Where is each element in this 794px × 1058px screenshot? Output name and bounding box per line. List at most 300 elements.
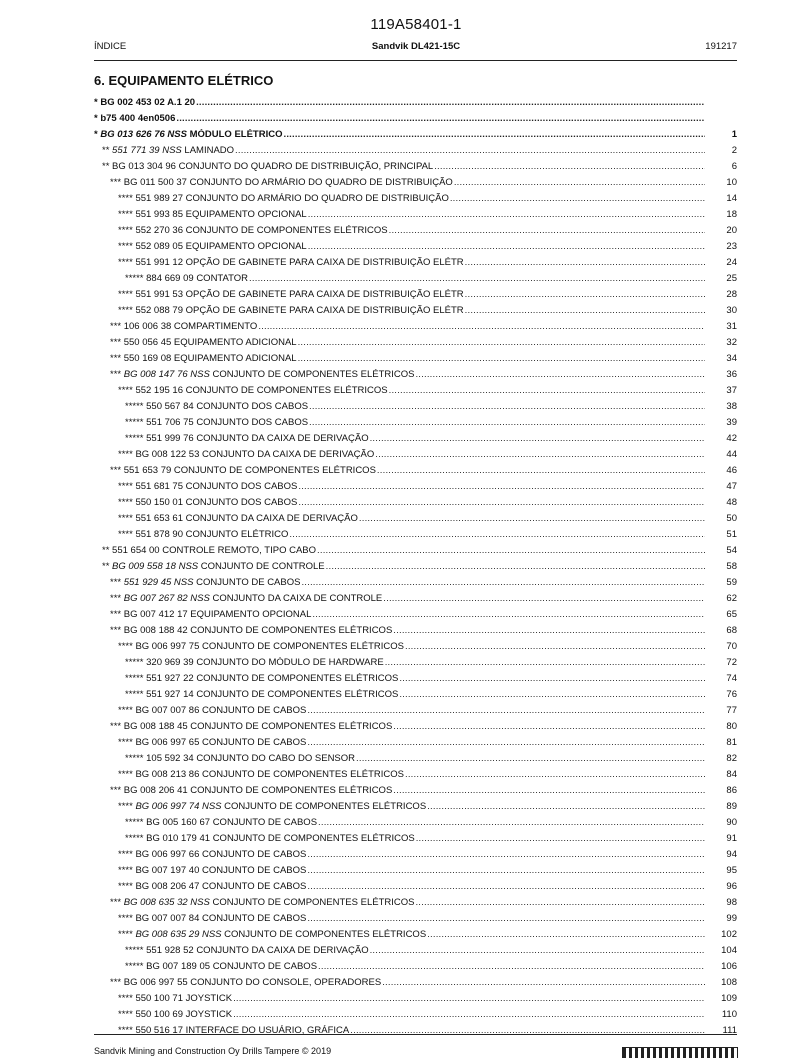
toc-entry[interactable] xyxy=(94,285,737,301)
toc-level-marker: **** xyxy=(118,881,136,892)
toc-entry[interactable] xyxy=(94,381,737,397)
toc-dot-leader xyxy=(308,241,705,253)
toc-page-number: 34 xyxy=(726,353,737,364)
toc-page-number: 2 xyxy=(731,145,737,156)
toc-dot-leader xyxy=(382,977,705,989)
toc-page-number: 39 xyxy=(726,417,737,428)
toc-dot-leader xyxy=(434,161,705,173)
toc-entry[interactable] xyxy=(94,669,737,685)
toc-entry[interactable] xyxy=(94,317,737,333)
toc-dot-leader xyxy=(370,433,705,445)
toc-part-number: BG 007 267 82 NSS xyxy=(123,593,210,604)
toc-description: CONJUNTO DA CAIXA DE DERIVAÇÃO xyxy=(202,449,375,460)
toc-description: CONJUNTO DOS CABOS xyxy=(196,401,309,412)
toc-level-marker: ***** xyxy=(125,657,147,668)
toc-description: EQUIPAMENTO ADICIONAL xyxy=(173,337,297,348)
toc-level-marker: ** xyxy=(102,561,113,572)
toc-page-number: 59 xyxy=(726,577,737,588)
toc-page-number: 72 xyxy=(726,657,737,668)
toc-entry[interactable] xyxy=(94,365,737,381)
toc-entry[interactable] xyxy=(94,973,737,989)
toc-level-marker: * xyxy=(94,113,101,124)
toc-entry[interactable] xyxy=(94,653,737,669)
toc-dot-leader xyxy=(233,993,705,1005)
toc-part-number: 552 088 79 xyxy=(135,305,183,316)
toc-level-marker: *** xyxy=(110,593,124,604)
toc-page-number: 111 xyxy=(722,1025,737,1036)
toc-page-number: 95 xyxy=(726,865,737,876)
toc-entry[interactable] xyxy=(94,909,737,925)
toc-level-marker: **** xyxy=(118,737,136,748)
toc-page-number: 10 xyxy=(726,177,737,188)
toc-entry[interactable] xyxy=(94,685,737,701)
toc-level-marker: **** xyxy=(118,289,136,300)
toc-entry[interactable] xyxy=(94,893,737,909)
toc-entry[interactable] xyxy=(94,269,737,285)
toc-description: JOYSTICK xyxy=(185,1009,233,1020)
toc-entry[interactable] xyxy=(94,781,737,797)
toc-description: CONJUNTO DE CABOS xyxy=(212,961,318,972)
toc-entry[interactable] xyxy=(94,605,737,621)
toc-entry[interactable] xyxy=(94,397,737,413)
toc-page-number: 74 xyxy=(726,673,737,684)
toc-page-number: 76 xyxy=(726,689,737,700)
toc-level-marker: **** xyxy=(118,865,136,876)
toc-dot-leader xyxy=(416,833,705,845)
toc-dot-leader xyxy=(427,929,705,941)
toc-level-marker: **** xyxy=(118,849,136,860)
toc-dot-leader xyxy=(307,737,705,749)
toc-entry[interactable] xyxy=(94,237,737,253)
toc-page-number: 94 xyxy=(726,849,737,860)
toc-dot-leader xyxy=(389,225,705,237)
toc-page-number: 91 xyxy=(726,833,737,844)
toc-page-number: 108 xyxy=(721,977,737,988)
toc-dot-leader xyxy=(375,449,705,461)
toc-page-number: 36 xyxy=(726,369,737,380)
toc-description: CONJUNTO DE CABOS xyxy=(202,849,307,860)
toc-description: CONJUNTO DE COMPONENTES ELÉTRICOS xyxy=(185,225,388,236)
toc-part-number: 550 100 71 xyxy=(135,993,183,1004)
toc-entry[interactable] xyxy=(94,717,737,733)
toc-part-number: BG 008 188 45 xyxy=(123,721,188,732)
toc-dot-leader xyxy=(307,881,705,893)
toc-description: INTERFACE DO USUÁRIO, GRÁFICA xyxy=(185,1025,350,1036)
toc-level-marker: **** xyxy=(118,705,136,716)
toc-page-number: 50 xyxy=(726,513,737,524)
toc-level-marker: *** xyxy=(110,977,124,988)
document-number: 119A58401-1 xyxy=(370,16,462,33)
toc-level-marker: *** xyxy=(110,625,124,636)
toc-description: CONJUNTO DO ARMÁRIO DO QUADRO DE DISTRIBUIÇÃO xyxy=(189,177,453,188)
toc-part-number: b75 400 4en0506 xyxy=(100,113,176,124)
toc-level-marker: **** xyxy=(118,385,136,396)
toc-description: CONJUNTO DE CABOS xyxy=(202,865,307,876)
toc-page-number: 47 xyxy=(726,481,737,492)
toc-part-number: BG 008 147 76 NSS xyxy=(123,369,210,380)
toc-description: CONJUNTO DE COMPONENTES ELÉTRICOS xyxy=(224,801,427,812)
toc-page-number: 77 xyxy=(726,705,737,716)
toc-part-number: 106 006 38 xyxy=(123,321,172,332)
toc-entry[interactable] xyxy=(94,941,737,957)
toc-description: CONJUNTO DE COMPONENTES ELÉTRICOS xyxy=(185,385,388,396)
toc-entry[interactable] xyxy=(94,765,737,781)
toc-part-number: BG 008 635 32 NSS xyxy=(123,897,210,908)
toc-dot-leader xyxy=(307,865,705,877)
toc-description: CONJUNTO DO CABO DO SENSOR xyxy=(196,753,356,764)
toc-part-number: BG 006 997 74 NSS xyxy=(135,801,222,812)
toc-entry[interactable] xyxy=(94,589,737,605)
toc-page-number: 89 xyxy=(726,801,737,812)
toc-entry[interactable] xyxy=(94,205,737,221)
toc-dot-leader xyxy=(298,481,705,493)
toc-part-number: BG 008 206 47 xyxy=(135,881,200,892)
toc-level-marker: **** xyxy=(118,529,136,540)
toc-page-number: 46 xyxy=(726,465,737,476)
toc-level-marker: *** xyxy=(110,785,124,796)
toc-description: CONJUNTO DE COMPONENTES ELÉTRICOS xyxy=(196,689,399,700)
toc-page-number: 25 xyxy=(726,273,737,284)
toc-part-number: BG 008 188 42 xyxy=(123,625,188,636)
toc-page-number: 68 xyxy=(726,625,737,636)
toc-part-number: 552 270 36 xyxy=(135,225,183,236)
toc-entry[interactable] xyxy=(94,109,737,125)
toc-part-number: 551 771 39 NSS xyxy=(112,145,182,156)
toc-level-marker: **** xyxy=(118,641,136,652)
toc-entry[interactable] xyxy=(94,797,737,813)
toc-page-number: 58 xyxy=(726,561,737,572)
toc-dot-leader xyxy=(309,417,705,429)
toc-part-number: 551 653 79 xyxy=(123,465,172,476)
toc-dot-leader xyxy=(405,769,705,781)
toc-page-number: 90 xyxy=(726,817,737,828)
toc-page-number: 70 xyxy=(726,641,737,652)
toc-entry[interactable] xyxy=(94,333,737,349)
toc-description: CONJUNTO DE COMPONENTES ELÉTRICOS xyxy=(212,369,415,380)
toc-entry[interactable] xyxy=(94,429,737,445)
toc-entry[interactable] xyxy=(94,477,737,493)
toc-description: CONJUNTO DO MÓDULO DE HARDWARE xyxy=(196,657,384,668)
toc-description: CONJUNTO DE COMPONENTES ELÉTRICOS xyxy=(212,897,415,908)
toc-dot-leader xyxy=(307,705,705,717)
toc-page-number: 42 xyxy=(726,433,737,444)
toc-entry[interactable] xyxy=(94,1005,737,1021)
toc-entry[interactable] xyxy=(94,413,737,429)
toc-description: CONJUNTO DE COMPONENTES ELÉTRICOS xyxy=(173,465,376,476)
toc-level-marker: *** xyxy=(110,321,124,332)
toc-level-marker: **** xyxy=(118,241,136,252)
toc-page-number: 28 xyxy=(726,289,737,300)
toc-entry[interactable] xyxy=(94,461,737,477)
toc-part-number: 551 999 76 xyxy=(146,433,194,444)
toc-page-number: 18 xyxy=(726,209,737,220)
toc-level-marker: ***** xyxy=(125,945,147,956)
toc-dot-leader xyxy=(283,129,705,141)
toc-dot-leader xyxy=(196,97,705,109)
toc-description: CONJUNTO DOS CABOS xyxy=(185,497,298,508)
toc-part-number: 551 929 45 NSS xyxy=(123,577,194,588)
toc-page-number: 102 xyxy=(721,929,737,940)
toc-part-number: 551 878 90 xyxy=(135,529,183,540)
footer-copyright: Sandvik Mining and Construction Oy Drills Tampere © 2019 xyxy=(94,1046,332,1056)
toc-entry[interactable] xyxy=(94,621,737,637)
toc-description: CONJUNTO DE COMPONENTES ELÉTRICOS xyxy=(202,641,404,652)
toc-entry[interactable] xyxy=(94,749,737,765)
toc-description: CONJUNTO DE COMPONENTES ELÉTRICOS xyxy=(190,785,393,796)
toc-part-number: BG 007 007 84 xyxy=(135,913,200,924)
toc-part-number: 550 100 69 xyxy=(135,1009,183,1020)
toc-description: CONJUNTO DE COMPONENTES ELÉTRICOS xyxy=(196,673,399,684)
toc-level-marker: **** xyxy=(118,993,136,1004)
toc-description: EQUIPAMENTO ADICIONAL xyxy=(173,353,297,364)
toc-dot-leader xyxy=(235,145,705,157)
toc-description: CONTATOR xyxy=(196,273,249,284)
toc-dot-leader xyxy=(359,513,705,525)
toc-page-number: 109 xyxy=(721,993,737,1004)
toc-page-number: 51 xyxy=(726,529,737,540)
toc-entry[interactable] xyxy=(94,813,737,829)
toc-dot-leader xyxy=(301,577,705,589)
toc-page-number: 54 xyxy=(726,545,737,556)
toc-level-marker: **** xyxy=(118,193,136,204)
toc-level-marker: * xyxy=(94,129,101,140)
toc-dot-leader xyxy=(307,849,705,861)
toc-dot-leader xyxy=(389,385,705,397)
toc-part-number: BG 013 626 76 NSS xyxy=(100,129,187,140)
toc-level-marker: **** xyxy=(118,513,136,524)
toc-description: CONJUNTO DE CABOS xyxy=(212,817,318,828)
toc-entry[interactable] xyxy=(94,845,737,861)
toc-entry[interactable] xyxy=(94,829,737,845)
toc-page-number: 23 xyxy=(726,241,737,252)
toc-description: CONJUNTO DOS CABOS xyxy=(196,417,309,428)
toc-part-number: 551 653 61 xyxy=(135,513,183,524)
toc-dot-leader xyxy=(312,609,705,621)
toc-part-number: BG 009 558 18 NSS xyxy=(112,561,199,572)
toc-level-marker: *** xyxy=(110,897,124,908)
toc-description: CONJUNTO DA CAIXA DE DERIVAÇÃO xyxy=(196,945,369,956)
toc-page-number: 6 xyxy=(731,161,737,172)
toc-dot-leader xyxy=(289,529,705,541)
toc-description: CONJUNTO DE COMPONENTES ELÉTRICOS xyxy=(190,721,393,732)
toc-description: CONJUNTO DE CABOS xyxy=(202,913,307,924)
toc-dot-leader xyxy=(393,785,705,797)
toc-entry[interactable] xyxy=(94,557,737,573)
toc-entry[interactable] xyxy=(94,989,737,1005)
toc-dot-leader xyxy=(326,561,705,573)
toc-part-number: BG 002 453 02 A.1 20 xyxy=(100,97,196,108)
toc-description: LAMINADO xyxy=(184,145,235,156)
toc-page-number: 82 xyxy=(726,753,737,764)
toc-description: OPÇÃO DE GABINETE PARA CAIXA DE DISTRIBUIÇÃO ELÉTR xyxy=(185,257,464,268)
toc-part-number: BG 006 997 55 xyxy=(123,977,188,988)
toc-level-marker: **** xyxy=(118,481,136,492)
toc-dot-leader xyxy=(176,113,705,125)
toc-part-number: 550 567 84 xyxy=(146,401,194,412)
toc-level-marker: **** xyxy=(118,913,136,924)
toc-part-number: 551 927 14 xyxy=(146,689,194,700)
toc-page-number: 106 xyxy=(721,961,737,972)
toc-part-number: 551 991 12 xyxy=(135,257,183,268)
toc-dot-leader xyxy=(318,961,705,973)
toc-part-number: 552 195 16 xyxy=(135,385,183,396)
toc-description: CONJUNTO DE CABOS xyxy=(202,705,307,716)
toc-description: CONJUNTO DO CONSOLE, OPERADORES xyxy=(190,977,382,988)
toc-entry[interactable] xyxy=(94,173,737,189)
toc-level-marker: **** xyxy=(118,209,136,220)
header-index-label: ÍNDICE xyxy=(94,41,127,52)
toc-dot-leader xyxy=(318,817,705,829)
toc-part-number: 551 654 00 xyxy=(112,545,160,556)
toc-part-number: 550 516 17 xyxy=(135,1025,183,1036)
toc-page-number: 98 xyxy=(726,897,737,908)
toc-part-number: 551 927 22 xyxy=(146,673,194,684)
toc-entry[interactable] xyxy=(94,733,737,749)
toc-part-number: 551 993 85 xyxy=(135,209,183,220)
toc-dot-leader xyxy=(393,721,705,733)
toc-level-marker: **** xyxy=(118,257,136,268)
toc-part-number: BG 008 213 86 xyxy=(135,769,200,780)
toc-part-number: BG 007 412 17 xyxy=(123,609,188,620)
toc-entry[interactable] xyxy=(94,301,737,317)
toc-description: EQUIPAMENTO OPCIONAL xyxy=(185,209,307,220)
toc-dot-leader xyxy=(415,369,705,381)
toc-level-marker: ***** xyxy=(125,417,147,428)
toc-description: CONJUNTO DE CONTROLE xyxy=(200,561,325,572)
toc-part-number: BG 013 304 96 xyxy=(112,161,176,172)
toc-description: CONJUNTO DA CAIXA DE DERIVAÇÃO xyxy=(196,433,369,444)
toc-entry[interactable] xyxy=(94,141,737,157)
toc-page-number: 38 xyxy=(726,401,737,412)
toc-entry[interactable] xyxy=(94,877,737,893)
toc-dot-leader xyxy=(465,257,705,269)
toc-entry[interactable] xyxy=(94,925,737,941)
toc-part-number: 884 669 09 xyxy=(146,273,194,284)
toc-page-number: 37 xyxy=(726,385,737,396)
toc-description: CONJUNTO DE CABOS xyxy=(202,737,307,748)
toc-description: CONJUNTO DE COMPONENTES ELÉTRICOS xyxy=(190,625,393,636)
toc-part-number: 552 089 05 xyxy=(135,241,183,252)
toc-dot-leader xyxy=(350,1025,705,1037)
toc-page-number: 99 xyxy=(726,913,737,924)
toc-description: CONJUNTO DOS CABOS xyxy=(185,481,298,492)
toc-entry[interactable] xyxy=(94,253,737,269)
toc-page-number: 84 xyxy=(726,769,737,780)
toc-dot-leader xyxy=(298,497,705,509)
toc-entry[interactable] xyxy=(94,541,737,557)
toc-description: EQUIPAMENTO OPCIONAL xyxy=(190,609,312,620)
toc-dot-leader xyxy=(399,673,705,685)
toc-dot-leader xyxy=(450,193,705,205)
toc-page-number: 80 xyxy=(726,721,737,732)
toc-part-number: 550 150 01 xyxy=(135,497,183,508)
toc-dot-leader xyxy=(383,593,705,605)
toc-dot-leader xyxy=(309,401,705,413)
toc-page-number: 110 xyxy=(721,1009,737,1020)
toc-description: CONJUNTO DA CAIXA DE DERIVAÇÃO xyxy=(185,513,358,524)
toc-entry[interactable] xyxy=(94,573,737,589)
toc-entry[interactable] xyxy=(94,189,737,205)
toc-page-number: 44 xyxy=(726,449,737,460)
toc-entry[interactable] xyxy=(94,701,737,717)
toc-entry[interactable] xyxy=(94,637,737,653)
toc-entry[interactable] xyxy=(94,493,737,509)
toc-entry[interactable] xyxy=(94,125,737,141)
toc-dot-leader xyxy=(415,897,705,909)
toc-description: CONJUNTO DO QUADRO DE DISTRIBUIÇÃO, PRINCIPAL xyxy=(178,161,434,172)
toc-part-number: 550 169 08 xyxy=(123,353,172,364)
toc-entry[interactable] xyxy=(94,957,737,973)
toc-entry[interactable] xyxy=(94,157,737,173)
toc-dot-leader xyxy=(465,289,705,301)
toc-part-number: BG 006 997 75 xyxy=(135,641,200,652)
toc-part-number: BG 005 160 67 xyxy=(146,817,211,828)
toc-part-number: BG 006 997 66 xyxy=(135,849,200,860)
toc-entry[interactable] xyxy=(94,525,737,541)
toc-level-marker: **** xyxy=(118,305,136,316)
toc-part-number: 551 706 75 xyxy=(146,417,194,428)
toc-description: OPÇÃO DE GABINETE PARA CAIXA DE DISTRIBUIÇÃO ELÉTR xyxy=(185,289,464,300)
toc-page-number: 104 xyxy=(721,945,737,956)
toc-description: CONJUNTO DE CABOS xyxy=(196,577,301,588)
toc-level-marker: **** xyxy=(118,497,136,508)
toc-level-marker: ***** xyxy=(125,673,147,684)
toc-dot-leader xyxy=(405,641,705,653)
toc-dot-leader xyxy=(298,353,705,365)
toc-level-marker: ** xyxy=(102,145,113,156)
toc-page-number: 31 xyxy=(726,321,737,332)
toc-page-number: 65 xyxy=(726,609,737,620)
toc-entry[interactable] xyxy=(94,445,737,461)
toc-dot-leader xyxy=(307,913,705,925)
toc-dot-leader xyxy=(465,305,705,317)
toc-page-number: 81 xyxy=(726,737,737,748)
header-model-name: Sandvik DL421-15C xyxy=(371,41,461,52)
toc-part-number: BG 011 500 37 xyxy=(123,177,187,188)
toc-level-marker: ***** xyxy=(125,689,147,700)
toc-page-number: 20 xyxy=(726,225,737,236)
toc-dot-leader xyxy=(298,337,705,349)
toc-level-marker: **** xyxy=(118,225,136,236)
toc-description: CONTROLE REMOTO, TIPO CABO xyxy=(162,545,317,556)
toc-part-number: BG 007 189 05 xyxy=(146,961,211,972)
toc-page-number: 24 xyxy=(726,257,737,268)
toc-part-number: BG 007 007 86 xyxy=(135,705,200,716)
toc-entry[interactable] xyxy=(94,349,737,365)
toc-part-number: 105 592 34 xyxy=(146,753,194,764)
toc-dot-leader xyxy=(454,177,705,189)
toc-description: CONJUNTO DA CAIXA DE CONTROLE xyxy=(212,593,383,604)
toc-dot-leader xyxy=(356,753,705,765)
toc-description: CONJUNTO DE COMPONENTES ELÉTRICOS xyxy=(224,929,427,940)
toc-dot-leader xyxy=(317,545,705,557)
toc-entry[interactable] xyxy=(94,221,737,237)
toc-level-marker: **** xyxy=(118,769,136,780)
toc-entry[interactable] xyxy=(94,509,737,525)
toc-page-number: 30 xyxy=(726,305,737,316)
toc-description: MÓDULO ELÉTRICO xyxy=(189,129,283,140)
toc-entry[interactable] xyxy=(94,861,737,877)
toc-level-marker: *** xyxy=(110,721,124,732)
toc-entry[interactable] xyxy=(94,93,737,109)
toc-description: CONJUNTO DE CABOS xyxy=(202,881,307,892)
toc-part-number: 551 928 52 xyxy=(146,945,194,956)
toc-page-number: 1 xyxy=(731,129,737,140)
toc-description: CONJUNTO DE COMPONENTES ELÉTRICOS xyxy=(212,833,415,844)
toc-level-marker: * xyxy=(94,97,101,108)
toc-description: OPÇÃO DE GABINETE PARA CAIXA DE DISTRIBUIÇÃO ELÉTR xyxy=(185,305,464,316)
toc-level-marker: *** xyxy=(110,337,124,348)
